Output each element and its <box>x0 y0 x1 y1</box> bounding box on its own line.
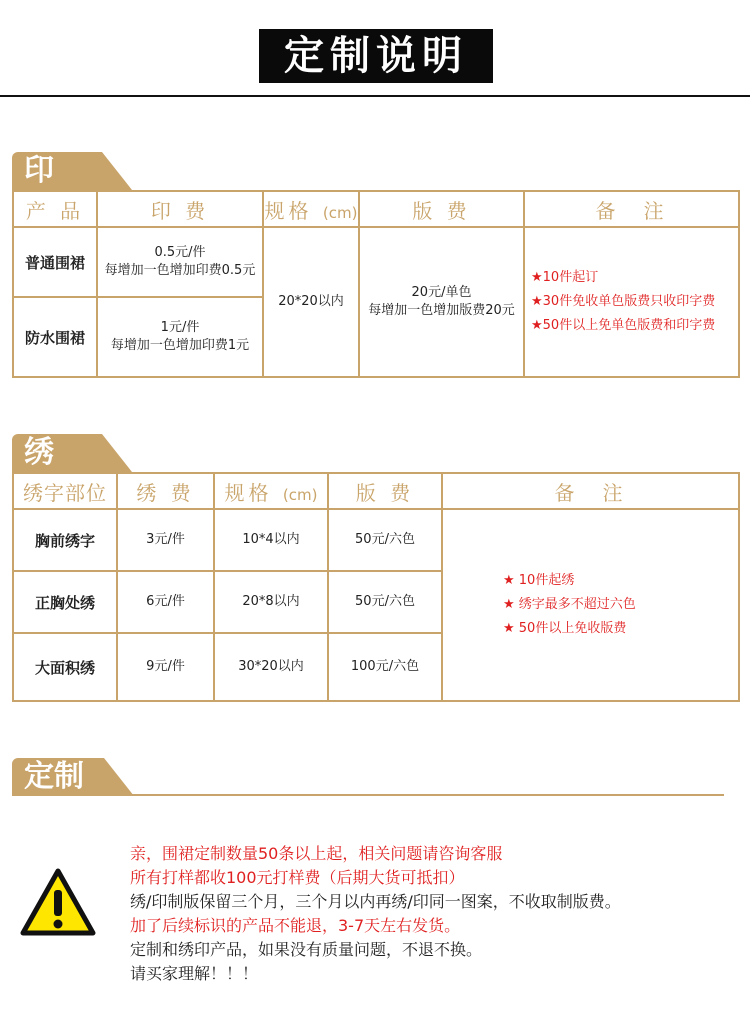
header-plate-fee: 版 费 <box>328 473 442 509</box>
header-print-fee: 印 费 <box>97 191 263 227</box>
info-line: 绣/印制版保留三个月，三个月以内再绣/印同一图案，不收取制版费。 <box>130 892 621 911</box>
header-remark: 备 注 <box>524 191 739 227</box>
plate-fee-cell: 50元/六色 <box>328 509 442 571</box>
remark-item: ★ 绣字最多不超过六色 <box>503 597 636 612</box>
print-fee-cell: 1元/件 每增加一色增加印费1元 <box>97 297 263 377</box>
embroidery-table <box>12 472 740 702</box>
header-spec: 规格 (cm) <box>214 473 328 509</box>
print-plate-fee-cell: 20元/单色 每增加一色增加版费20元 <box>359 227 524 377</box>
header-spec: 规格 (cm) <box>263 191 359 227</box>
plate-fee-cell: 100元/六色 <box>328 633 442 701</box>
custom-info-list <box>130 842 740 986</box>
product-name: 普通围裙 <box>13 227 97 297</box>
embroidery-fee-cell: 9元/件 <box>117 633 214 701</box>
spec-cell: 20*8以内 <box>214 571 328 633</box>
title-divider <box>0 95 750 97</box>
warning-triangle-icon <box>20 868 96 936</box>
product-name: 防水围裙 <box>13 297 97 377</box>
custom-tab-label: 定制 <box>24 759 84 794</box>
table-row <box>13 227 739 297</box>
remark-item: ★ 50件以上免收版费 <box>503 621 627 636</box>
embroidery-fee-cell: 6元/件 <box>117 571 214 633</box>
position-name: 大面积绣 <box>13 633 117 701</box>
table-row <box>13 509 739 571</box>
embroidery-section-tab <box>12 434 102 472</box>
info-line: 定制和绣印产品，如果没有质量问题，不退不换。 <box>130 940 483 959</box>
info-line: 请买家理解！！！ <box>130 964 259 983</box>
info-line: 加了后续标识的产品不能退，3-7天左右发货。 <box>130 916 461 935</box>
custom-divider <box>12 794 724 796</box>
title-area <box>0 0 750 96</box>
header-position: 绣字部位 <box>13 473 117 509</box>
page-title: 定制说明 <box>259 29 493 83</box>
embroidery-fee-cell: 3元/件 <box>117 509 214 571</box>
info-line: 亲，围裙定制数量50条以上起，相关问题请咨询客服 <box>130 844 503 863</box>
header-embroidery-fee: 绣 费 <box>117 473 214 509</box>
remark-item: ★50件以上免单色版费和印字费 <box>531 318 716 333</box>
print-tab-label: 印 <box>24 153 54 188</box>
remark-item: ★30件免收单色版费只收印字费 <box>531 294 716 309</box>
custom-section-tab <box>12 758 104 796</box>
print-remarks <box>524 227 739 377</box>
remark-item: ★ 10件起绣 <box>503 573 575 588</box>
spec-cell: 10*4以内 <box>214 509 328 571</box>
header-remark: 备 注 <box>442 473 739 509</box>
embroidery-tab-label: 绣 <box>24 435 54 470</box>
print-fee-cell: 0.5元/件 每增加一色增加印费0.5元 <box>97 227 263 297</box>
position-name: 正胸处绣 <box>13 571 117 633</box>
header-product: 产 品 <box>13 191 97 227</box>
embroidery-remarks <box>442 509 739 701</box>
info-line: 所有打样都收100元打样费（后期大货可抵扣） <box>130 868 465 887</box>
print-table <box>12 190 740 378</box>
print-spec-cell: 20*20以内 <box>263 227 359 377</box>
position-name: 胸前绣字 <box>13 509 117 571</box>
print-section-tab <box>12 152 102 190</box>
plate-fee-cell: 50元/六色 <box>328 571 442 633</box>
spec-cell: 30*20以内 <box>214 633 328 701</box>
header-plate-fee: 版 费 <box>359 191 524 227</box>
remark-item: ★10件起订 <box>531 270 599 285</box>
